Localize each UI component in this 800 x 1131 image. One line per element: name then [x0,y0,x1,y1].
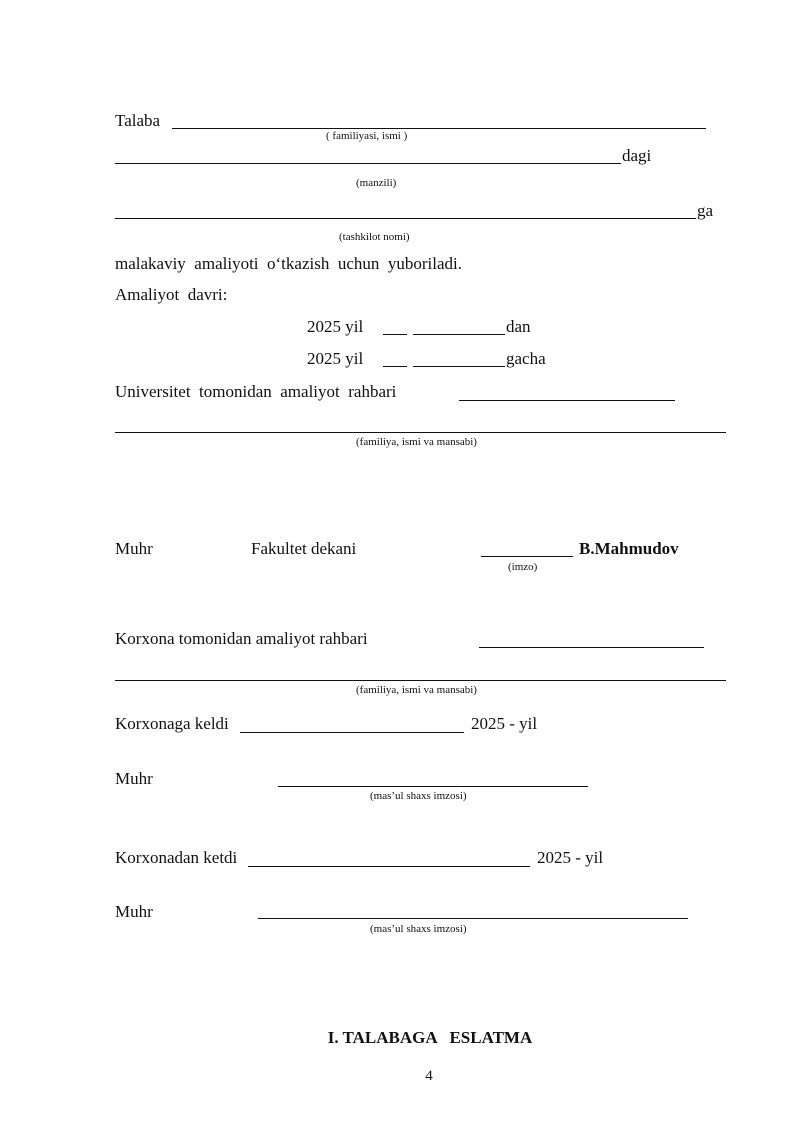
address-line [115,163,621,164]
arrived-signature-line [278,786,588,787]
arrived-label: Korxonaga keldi [115,714,229,733]
seal-label-3: Muhr [115,902,153,921]
talaba-name-line [172,128,706,129]
dagi-suffix: dagi [622,146,652,165]
arrived-year: 2025 - yil [471,714,538,733]
manzili-hint: (manzili) [356,177,397,189]
tashkilot-hint: (tashkilot nomi) [339,231,410,243]
dean-signature-line [481,556,573,557]
uni-supervisor-name-line [115,432,726,433]
talaba-label: Talaba [115,111,161,130]
organization-line [115,218,696,219]
period-to-month-line [413,366,505,367]
section-title: I. TALABAGA ESLATMA [327,1028,533,1047]
talaba-hint: ( familiyasi, ismi ) [326,130,408,142]
uni-supervisor-label: Universitet tomonidan amaliyot rahbari [115,382,397,401]
period-from-year: 2025 yil [307,317,364,336]
company-supervisor-signature-line [479,647,704,648]
ga-suffix: ga [697,201,714,220]
company-supervisor-hint: (familiya, ismi va mansabi) [356,684,477,696]
period-from-month-line [413,334,505,335]
sent-text: malakaviy amaliyoti o‘tkazish uchun yuboriladi. [115,254,462,273]
seal-label-1: Muhr [115,539,153,558]
period-to-suffix: gacha [506,349,546,368]
arrived-date-line [240,732,464,733]
signature-hint-1: (mas’ul shaxs imzosi) [370,790,467,802]
period-to-day-line [383,366,407,367]
period-label: Amaliyot davri: [115,285,228,304]
left-signature-line [258,918,688,919]
signature-hint-2: (mas’ul shaxs imzosi) [370,923,467,935]
period-from-suffix: dan [506,317,531,336]
left-year: 2025 - yil [537,848,604,867]
period-to-year: 2025 yil [307,349,364,368]
uni-supervisor-signature-line [459,400,675,401]
seal-label-2: Muhr [115,769,153,788]
dean-name: B.Mahmudov [579,539,679,558]
company-supervisor-label: Korxona tomonidan amaliyot rahbari [115,629,368,648]
company-supervisor-name-line [115,680,726,681]
uni-supervisor-hint: (familiya, ismi va mansabi) [356,436,477,448]
period-from-day-line [383,334,407,335]
dean-label: Fakultet dekani [251,539,357,558]
left-label: Korxonadan ketdi [115,848,238,867]
imzo-hint: (imzo) [508,561,538,573]
left-date-line [248,866,530,867]
page-number: 4 [425,1068,433,1084]
